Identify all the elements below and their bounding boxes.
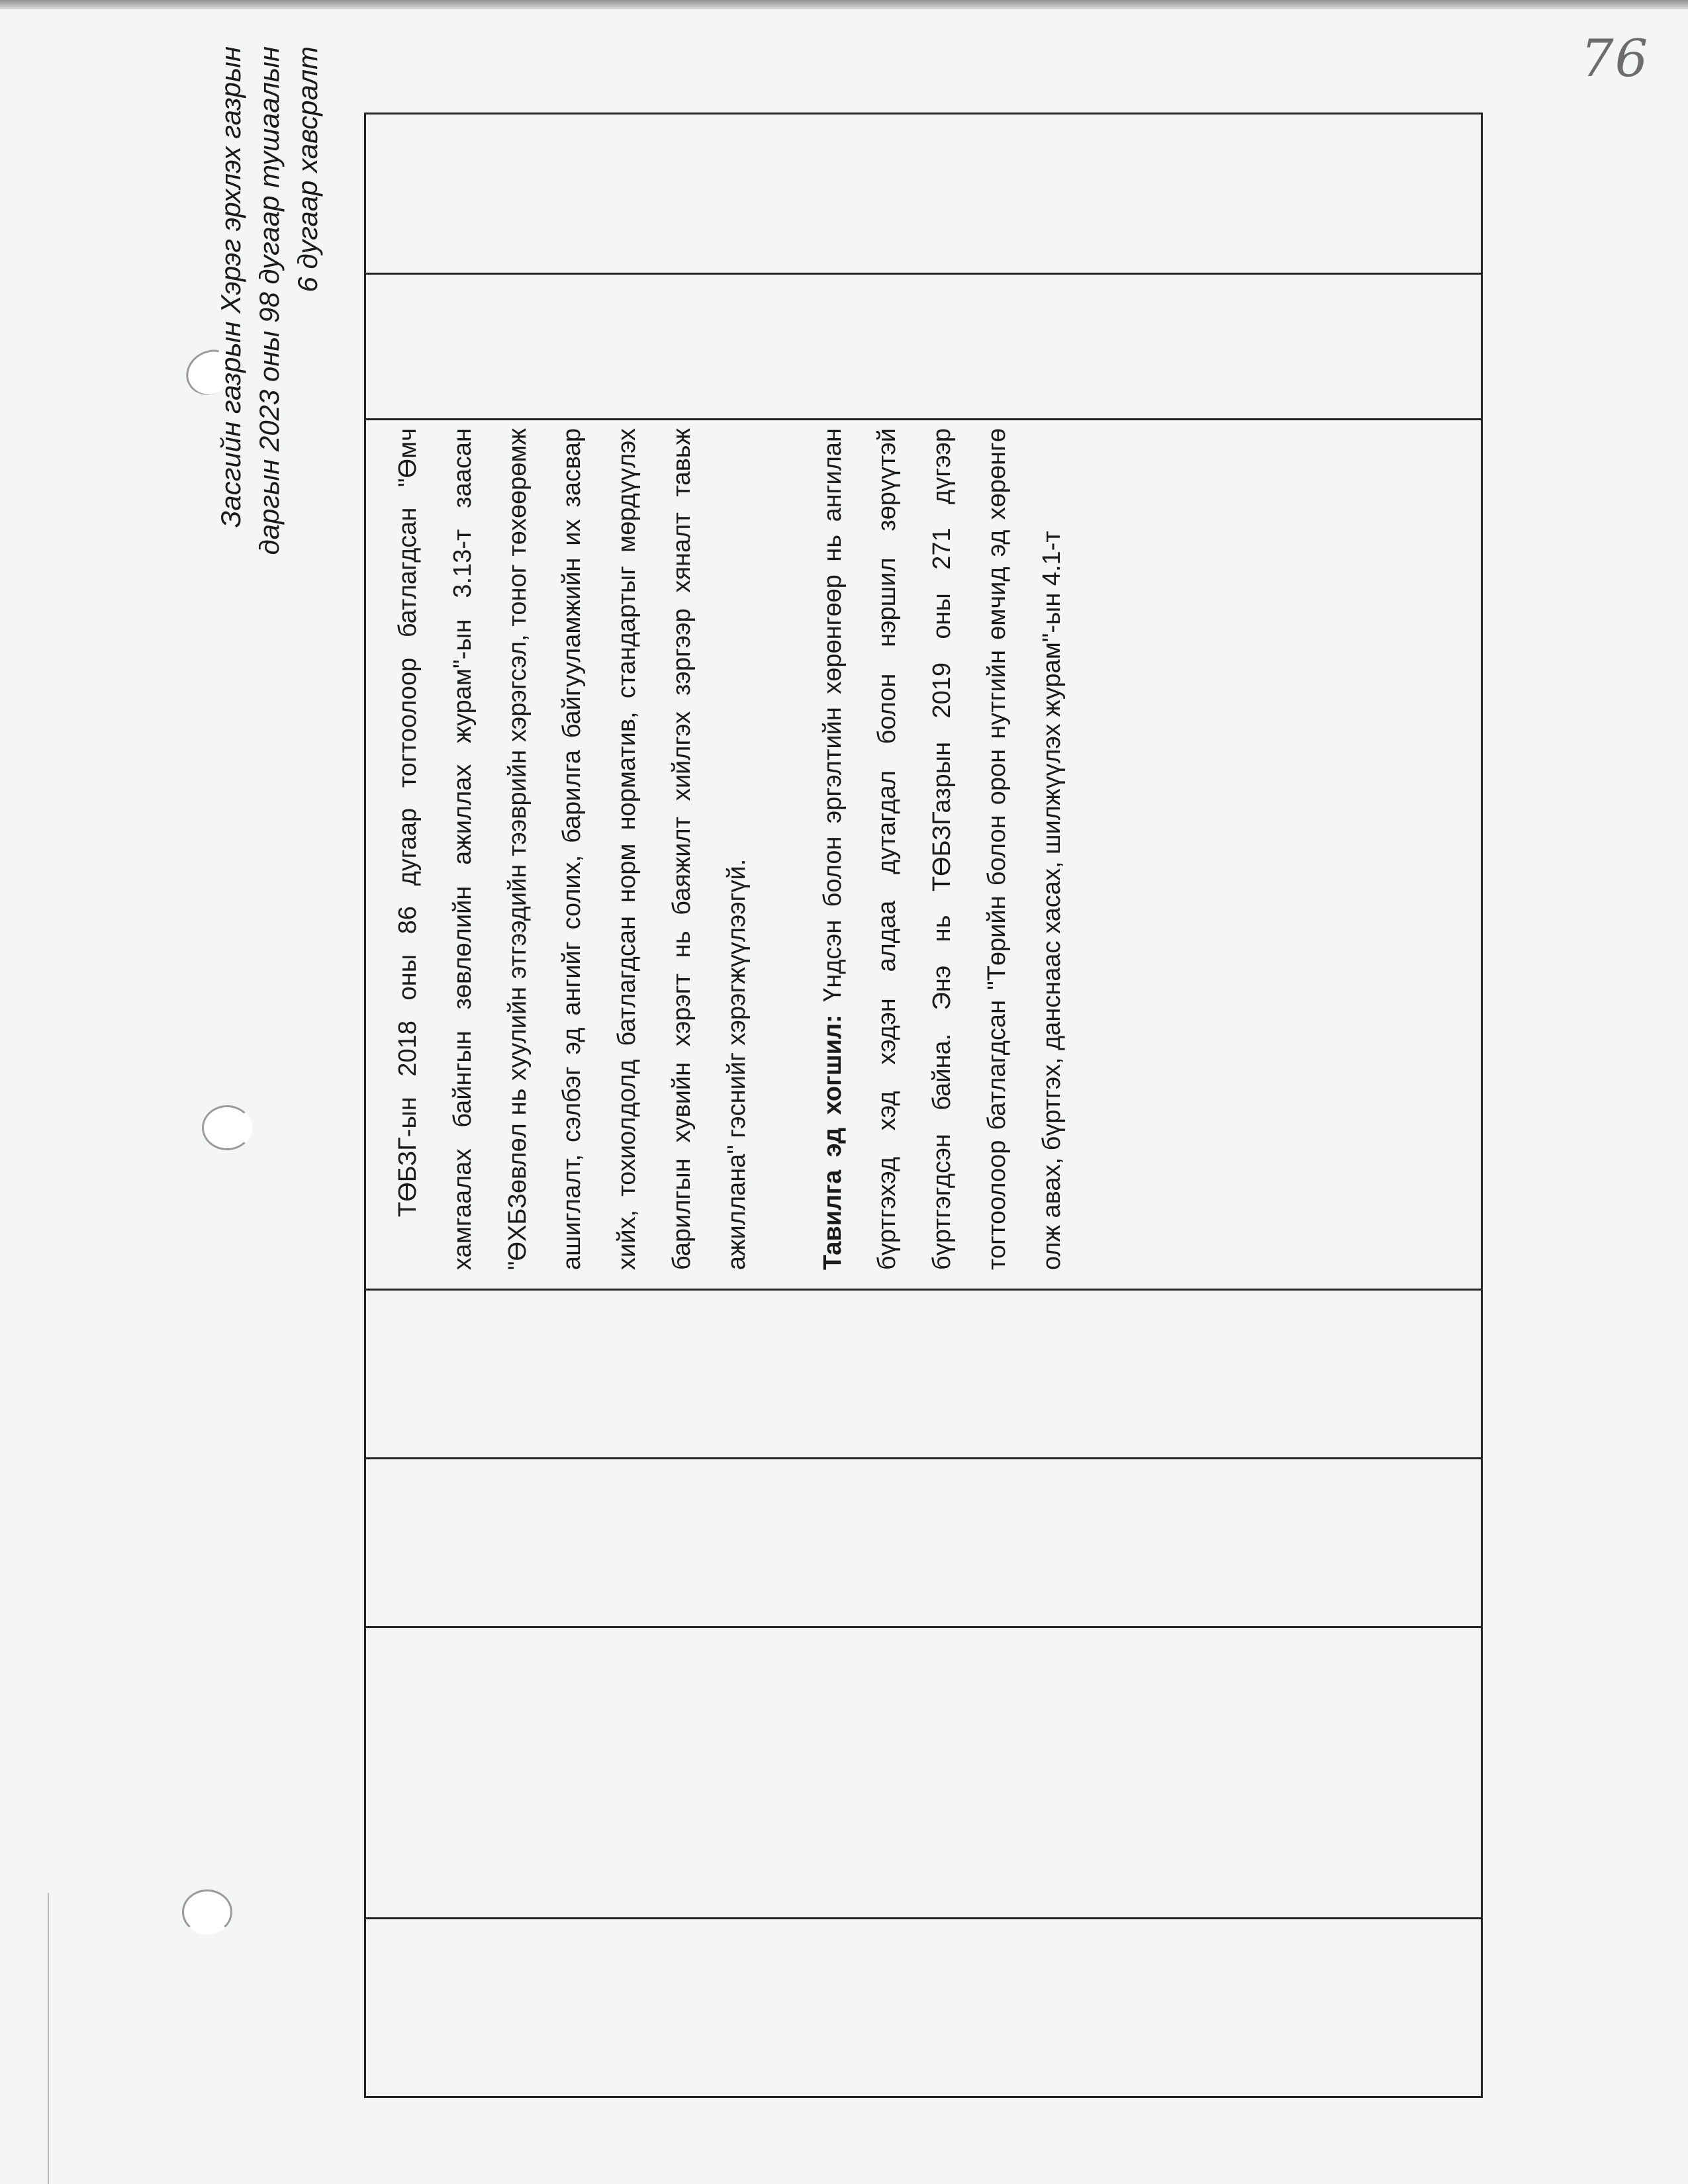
table-column-text bbox=[364, 420, 1483, 1291]
table-column bbox=[364, 113, 1483, 275]
paragraph: ТӨБЗГ-ын 2018 оны 86 дугаар тогтоолоор батлагдсан "Өмч хамгаалах байнгын зөвлөлийн ажиллах журам"-ын 3.13-т заасан "ӨХБЗөвлөл нь хуулийн этгээдийн тээврийн хэрэгсэл, тоног төхөөрөмж ашиглалт, сэлбэг эд ангийг солих, барилга байгууламжийн их засвар хийх, тохиолдолд батлагдсан норм норматив, стандартыг мөрдүүлэх барилгын хувийн хэрэгт нь баяжилт хийлгэх зэргээр хяналт тавьж ажиллана" гэснийг хэрэгжүүлээгүй. bbox=[394, 428, 751, 1270]
margin-line bbox=[48, 1893, 49, 2184]
paragraph: Тавилга эд хогшил: Үндсэн болон эргэлтийн хөрөнгөөр нь ангилан бүртгэхэд хэд хэдэн алдаа дутагдал болон нэршил зөрүүтэй бүртгэгдсэн байна. Энэ нь ТӨБЗГазрын 2019 оны 271 дүгээр тогтоолоор батлагдсан "Төрийн болон орон нутгийн өмчид эд хөрөнгө олж авах, бүртгэх, данснаас хасах, шилжүүлэх журам"-ын 4.1-т bbox=[818, 428, 1066, 1270]
header-line: даргын 2023 оны 98 дугаар тушаалын bbox=[254, 46, 285, 555]
rotated-page bbox=[212, 33, 1370, 2098]
table-column bbox=[364, 275, 1483, 420]
paragraph-heading: Тавилга эд хогшил: bbox=[818, 1015, 847, 1270]
table-column bbox=[364, 1291, 1483, 1459]
table-column bbox=[364, 1459, 1483, 1628]
table-column bbox=[364, 1919, 1483, 2098]
page-number: 76 bbox=[1581, 29, 1650, 89]
scan-edge bbox=[0, 0, 1688, 9]
table-column bbox=[364, 1628, 1483, 1919]
audit-table bbox=[364, 113, 1483, 2098]
annex-header bbox=[212, 46, 327, 741]
header-line: 6 дугаар хавсралт bbox=[292, 46, 323, 293]
header-line: Засгийн газрын Хэрэг эрхлэх газрын bbox=[215, 46, 246, 528]
cell-body-text bbox=[381, 428, 1080, 1270]
